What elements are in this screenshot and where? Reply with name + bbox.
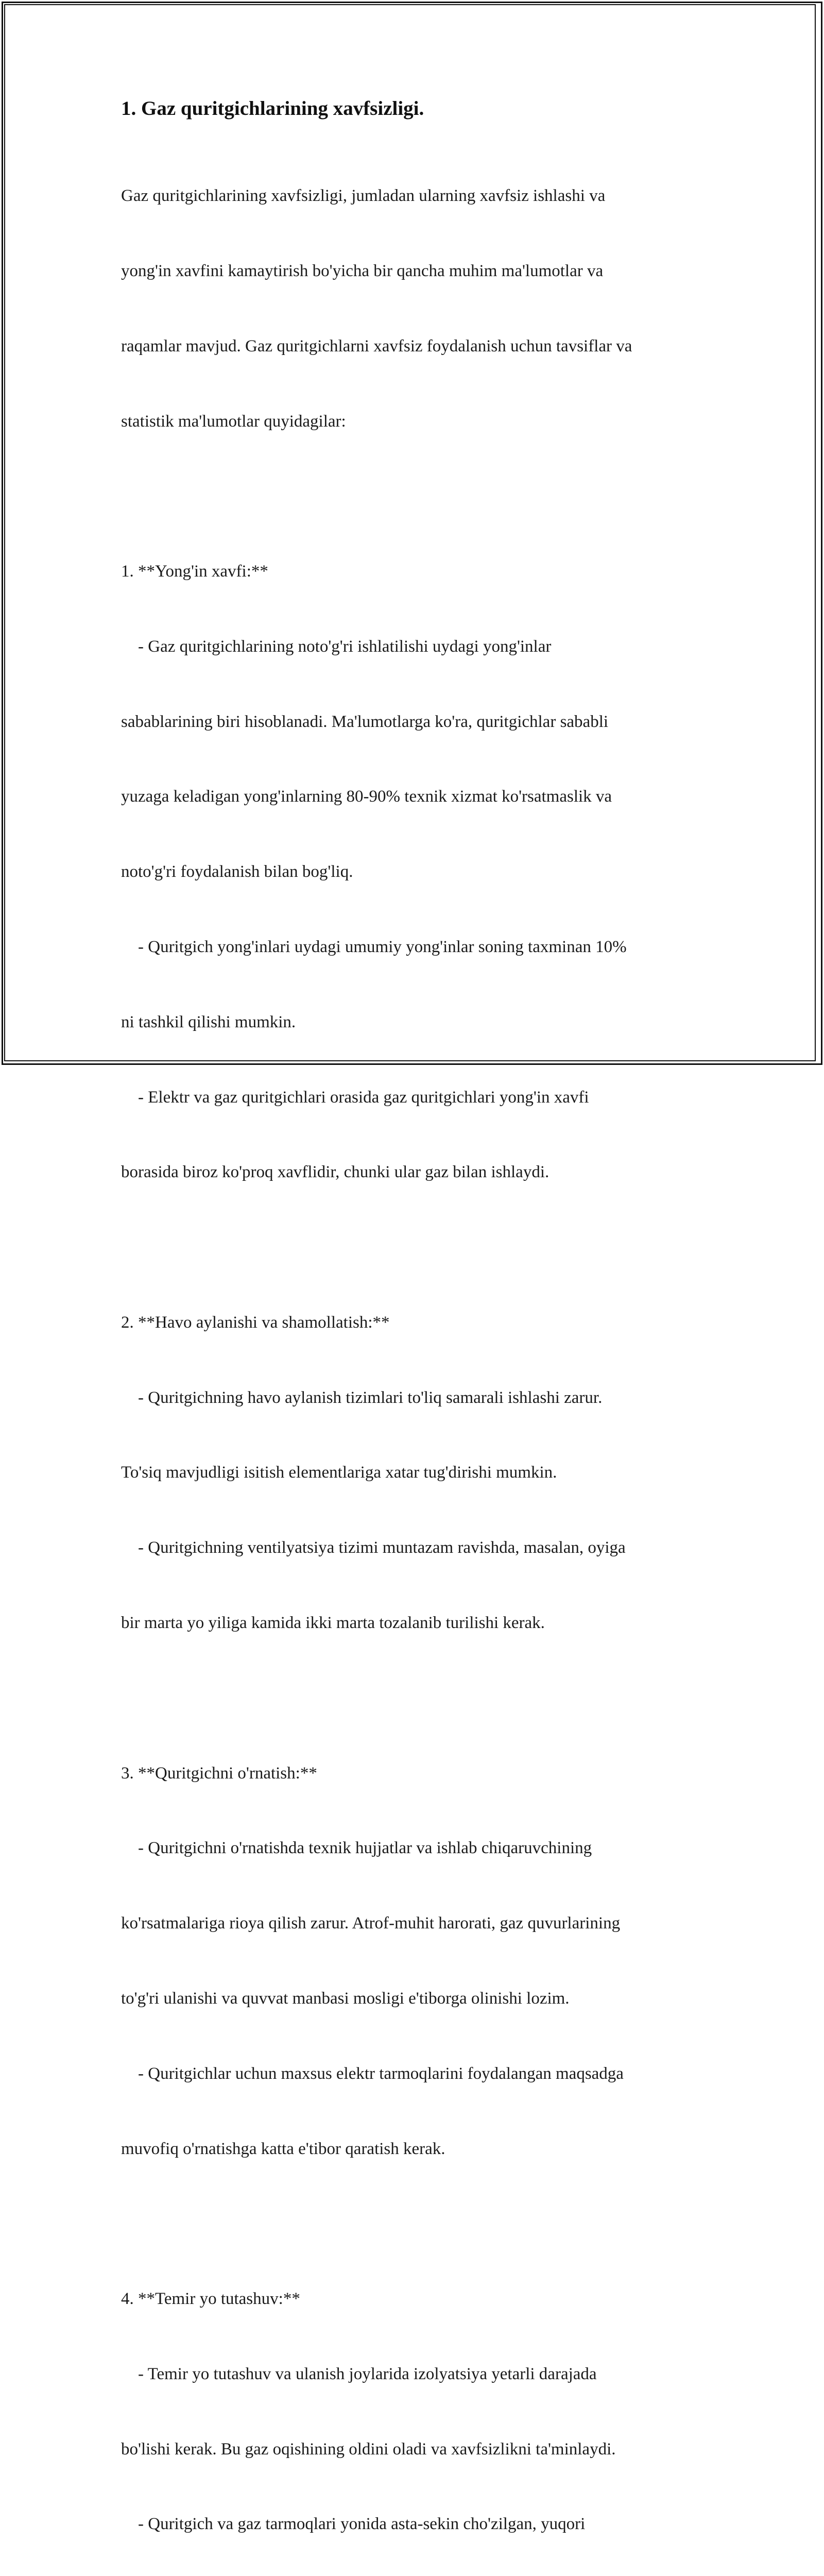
section-line: - Temir yo tutashuv va ulanish joylarida izolyatsiya yetarli darajada xyxy=(121,2364,597,2383)
section-heading: 1. **Yong'in xavfi:** xyxy=(121,562,268,581)
intro-line: statistik ma'lumotlar quyidagilar: xyxy=(121,412,346,431)
section-line: - Quritgich va gaz tarmoqlari yonida asta-sekin cho'zilgan, yuqori xyxy=(121,2515,586,2534)
section-air-circulation xyxy=(121,1260,713,1686)
section-installation xyxy=(121,1710,713,2211)
document-title: 1. Gaz quritgichlarining xavfsizligi. xyxy=(121,97,424,120)
section-fire-risk xyxy=(121,509,713,1235)
section-line: yuzaga keladigan yong'inlarning 80-90% texnik xizmat ko'rsatmaslik va xyxy=(121,787,612,806)
section-line: sabablarining biri hisoblanadi. Ma'lumotlarga ko'ra, quritgichlar sababli xyxy=(121,712,609,731)
section-line: borasida biroz ko'proq xavflidir, chunki ular gaz bilan ishlaydi. xyxy=(121,1163,550,1182)
section-line: - Elektr va gaz quritgichlari orasida gaz quritgichlari yong'in xavfi xyxy=(121,1088,589,1107)
section-connections xyxy=(121,2236,713,2576)
section-line: bo'lishi kerak. Bu gaz oqishining oldini oladi va xavfsizlikni ta'minlaydi. xyxy=(121,2439,616,2459)
section-heading: 3. **Quritgichni o'rnatish:** xyxy=(121,1764,317,1783)
section-line: noto'g'ri foydalanish bilan bog'liq. xyxy=(121,862,353,882)
blank-line xyxy=(121,1235,713,1260)
intro-line: Gaz quritgichlarining xavfsizligi, jumladan ularning xavfsiz ishlashi va xyxy=(121,187,606,206)
intro-paragraph xyxy=(121,133,713,484)
intro-line: raqamlar mavjud. Gaz quritgichlarni xavfsiz foydalanish uchun tavsiflar va xyxy=(121,336,632,355)
document-body xyxy=(121,95,713,2576)
section-heading: 2. **Havo aylanishi va shamollatish:** xyxy=(121,1313,390,1332)
blank-line xyxy=(121,484,713,509)
blank-line xyxy=(121,2211,713,2236)
section-line: - Quritgich yong'inlari uydagi umumiy yong'inlar soning taxminan 10% xyxy=(121,938,627,956)
intro-line: yong'in xavfini kamaytirish bo'yicha bir qancha muhim ma'lumotlar va xyxy=(121,261,604,280)
section-line: - Quritgichlar uchun maxsus elektr tarmoqlarini foydalangan maqsadga xyxy=(121,2064,624,2083)
section-line: To'siq mavjudligi isitish elementlariga xatar tug'dirishi mumkin. xyxy=(121,1463,557,1482)
section-line: bir marta yo yiliga kamida ikki marta tozalanib turilishi kerak. xyxy=(121,1614,545,1633)
section-line: ni tashkil qilishi mumkin. xyxy=(121,1012,296,1031)
section-line: ko'rsatmalariga rioya qilish zarur. Atrof-muhit harorati, gaz quvurlarining xyxy=(121,1914,621,1933)
section-line: to'g'ri ulanishi va quvvat manbasi mosligi e'tiborga olinishi lozim. xyxy=(121,1989,570,2008)
section-line: - Quritgichning ventilyatsiya tizimi muntazam ravishda, masalan, oyiga xyxy=(121,1538,626,1557)
section-line: - Quritgichning havo aylanish tizimlari to'liq samarali ishlashi zarur. xyxy=(121,1388,603,1407)
section-line: - Gaz quritgichlarining noto'g'ri ishlatilishi uydagi yong'inlar xyxy=(121,637,552,656)
section-line: - Quritgichni o'rnatishda texnik hujjatlar va ishlab chiqaruvchining xyxy=(121,1839,592,1858)
section-line: muvofiq o'rnatishga katta e'tibor qaratish kerak. xyxy=(121,2139,445,2158)
blank-line xyxy=(121,1686,713,1711)
section-heading: 4. **Temir yo tutashuv:** xyxy=(121,2290,300,2309)
